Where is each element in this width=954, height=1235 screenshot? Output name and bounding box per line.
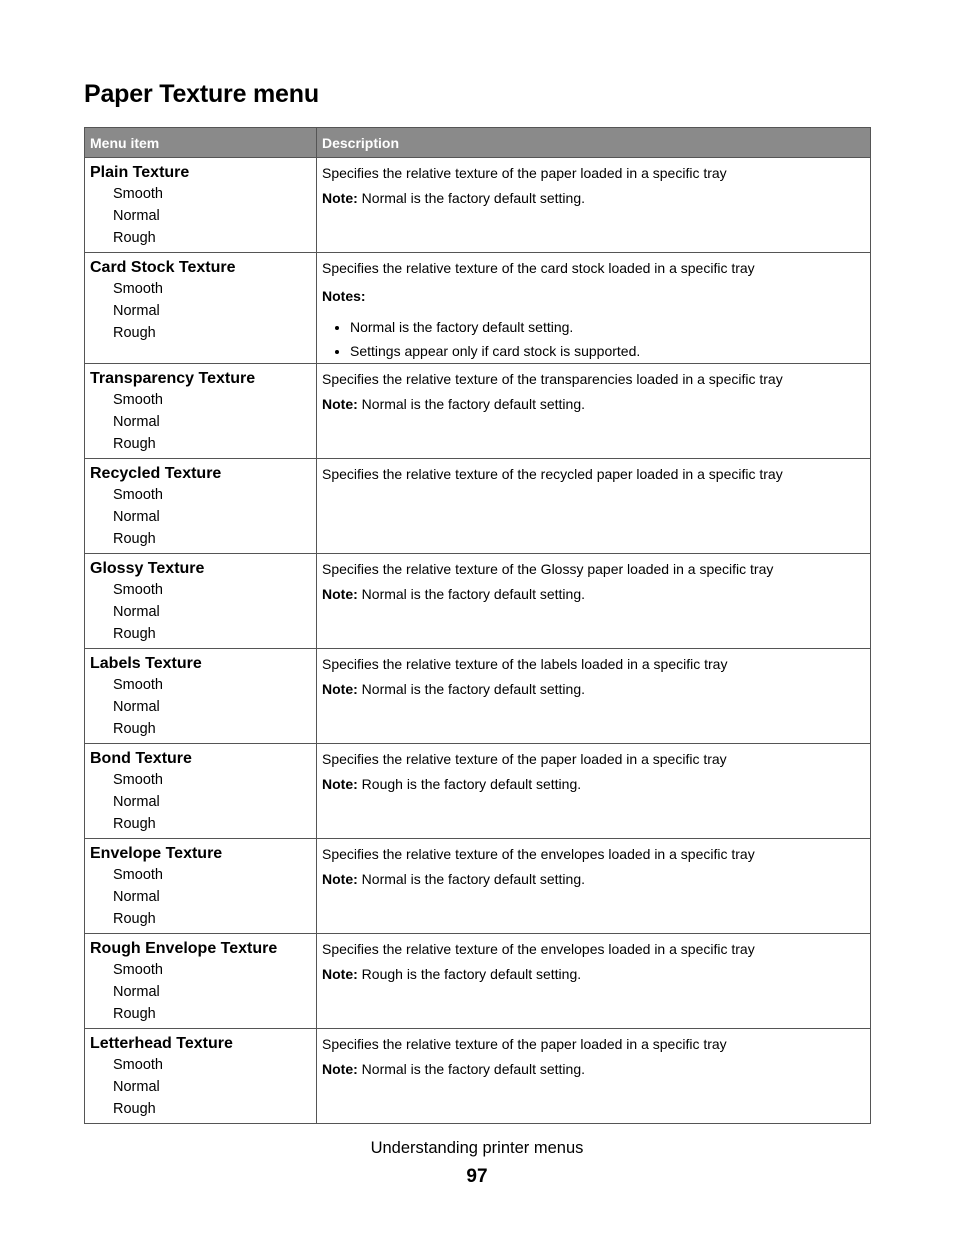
menu-item-cell xyxy=(85,364,317,459)
menu-item-option: Rough xyxy=(113,230,156,246)
description-text: Specifies the relative texture of the recycled paper loaded in a specific tray xyxy=(322,466,783,482)
description-cell xyxy=(317,744,871,839)
table-row xyxy=(85,839,871,934)
menu-item-option: Normal xyxy=(113,303,160,319)
menu-item-cell xyxy=(85,934,317,1029)
menu-item-option: Rough xyxy=(113,1101,156,1117)
menu-item-option: Smooth xyxy=(113,582,163,598)
paper-texture-table xyxy=(84,127,871,1124)
note-text: Normal is the factory default setting. xyxy=(357,681,585,697)
description-text: Specifies the relative texture of the Glossy paper loaded in a specific tray xyxy=(322,561,774,577)
table-row xyxy=(85,649,871,744)
menu-item-option: Normal xyxy=(113,509,160,525)
description-cell xyxy=(317,364,871,459)
note-text: Normal is the factory default setting. xyxy=(357,871,585,887)
table-row xyxy=(85,1029,871,1124)
menu-item-name: Labels Texture xyxy=(90,655,202,672)
table-row xyxy=(85,253,871,364)
note xyxy=(322,870,865,888)
menu-item-name: Bond Texture xyxy=(90,750,192,767)
menu-item-cell xyxy=(85,744,317,839)
menu-item-cell xyxy=(85,253,317,364)
note-label: Note: xyxy=(322,396,358,412)
menu-item-name: Letterhead Texture xyxy=(90,1035,233,1052)
note-label: Note: xyxy=(322,871,358,887)
menu-item-cell xyxy=(85,1029,317,1124)
note-label: Note: xyxy=(322,190,358,206)
footer-section-title: Understanding printer menus xyxy=(370,1139,584,1157)
description-cell xyxy=(317,158,871,253)
menu-item-name: Glossy Texture xyxy=(90,560,205,577)
table-row xyxy=(85,744,871,839)
menu-item-cell xyxy=(85,649,317,744)
menu-item-option: Smooth xyxy=(113,186,163,202)
note-text: Rough is the factory default setting. xyxy=(357,966,582,982)
menu-item-option: Smooth xyxy=(113,677,163,693)
description-text: Specifies the relative texture of the labels loaded in a specific tray xyxy=(322,656,728,672)
table-row xyxy=(85,459,871,554)
menu-item-option: Normal xyxy=(113,208,160,224)
note xyxy=(322,680,865,698)
table-row xyxy=(85,934,871,1029)
description-cell xyxy=(317,459,871,554)
menu-item-option: Smooth xyxy=(113,392,163,408)
list-item: • Normal is the factory default setting. xyxy=(350,315,865,339)
notes-label: Notes: xyxy=(322,288,366,304)
notes-list xyxy=(322,315,865,363)
menu-item-name: Card Stock Texture xyxy=(90,259,236,276)
menu-item-option: Rough xyxy=(113,911,156,927)
menu-item-option: Rough xyxy=(113,436,156,452)
table-header-row xyxy=(85,128,871,158)
description-cell xyxy=(317,253,871,364)
menu-item-option: Rough xyxy=(113,531,156,547)
note xyxy=(322,965,865,983)
menu-item-option: Normal xyxy=(113,889,160,905)
menu-item-cell xyxy=(85,459,317,554)
note-text: Normal is the factory default setting. xyxy=(357,586,585,602)
menu-item-option: Rough xyxy=(113,721,156,737)
note xyxy=(322,775,865,793)
menu-item-name: Recycled Texture xyxy=(90,465,222,482)
description-cell xyxy=(317,839,871,934)
note-text: Normal is the factory default setting. xyxy=(357,190,585,206)
menu-item-option: Smooth xyxy=(113,1057,163,1073)
description-text: Specifies the relative texture of the card stock loaded in a specific tray xyxy=(322,260,755,276)
note-label: Note: xyxy=(322,776,358,792)
description-text: Specifies the relative texture of the transparencies loaded in a specific tray xyxy=(322,371,783,387)
menu-item-option: Rough xyxy=(113,325,156,341)
description-text: Specifies the relative texture of the paper loaded in a specific tray xyxy=(322,751,727,767)
table-body xyxy=(85,158,871,1124)
menu-item-option: Smooth xyxy=(113,867,163,883)
note-label: Note: xyxy=(322,681,358,697)
note xyxy=(322,1060,865,1078)
note-label: Note: xyxy=(322,1061,358,1077)
menu-item-option: Normal xyxy=(113,414,160,430)
page-title: Paper Texture menu xyxy=(84,80,319,108)
menu-item-option: Normal xyxy=(113,699,160,715)
menu-item-option: Rough xyxy=(113,816,156,832)
menu-item-option: Smooth xyxy=(113,281,163,297)
note-label: Note: xyxy=(322,966,358,982)
menu-item-name: Rough Envelope Texture xyxy=(90,940,278,957)
list-item: • Settings appear only if card stock is supported. xyxy=(350,339,865,363)
menu-item-cell xyxy=(85,839,317,934)
description-text: Specifies the relative texture of the paper loaded in a specific tray xyxy=(322,1036,727,1052)
menu-item-name: Envelope Texture xyxy=(90,845,223,862)
note-text: Normal is the factory default setting. xyxy=(357,396,585,412)
note-text: Rough is the factory default setting. xyxy=(357,776,582,792)
note xyxy=(322,395,865,413)
header-menu-item: Menu item xyxy=(85,128,317,158)
menu-item-option: Normal xyxy=(113,984,160,1000)
table-row xyxy=(85,554,871,649)
menu-item-option: Rough xyxy=(113,626,156,642)
menu-item-cell xyxy=(85,554,317,649)
description-cell xyxy=(317,649,871,744)
menu-item-name: Plain Texture xyxy=(90,164,190,181)
table-row xyxy=(85,364,871,459)
note xyxy=(322,585,865,603)
note xyxy=(322,189,865,207)
menu-item-option: Normal xyxy=(113,604,160,620)
page-number: 97 xyxy=(466,1166,488,1187)
menu-item-name: Transparency Texture xyxy=(90,370,256,387)
menu-item-option: Smooth xyxy=(113,772,163,788)
menu-item-option: Normal xyxy=(113,794,160,810)
description-text: Specifies the relative texture of the paper loaded in a specific tray xyxy=(322,165,727,181)
description-cell xyxy=(317,554,871,649)
description-cell xyxy=(317,934,871,1029)
description-cell xyxy=(317,1029,871,1124)
note-label: Note: xyxy=(322,586,358,602)
description-text: Specifies the relative texture of the envelopes loaded in a specific tray xyxy=(322,941,755,957)
note-text: Normal is the factory default setting. xyxy=(357,1061,585,1077)
menu-item-option: Smooth xyxy=(113,962,163,978)
menu-item-option: Rough xyxy=(113,1006,156,1022)
table-row xyxy=(85,158,871,253)
menu-item-option: Normal xyxy=(113,1079,160,1095)
menu-item-option: Smooth xyxy=(113,487,163,503)
header-description: Description xyxy=(317,128,871,158)
menu-item-cell xyxy=(85,158,317,253)
description-text: Specifies the relative texture of the envelopes loaded in a specific tray xyxy=(322,846,755,862)
